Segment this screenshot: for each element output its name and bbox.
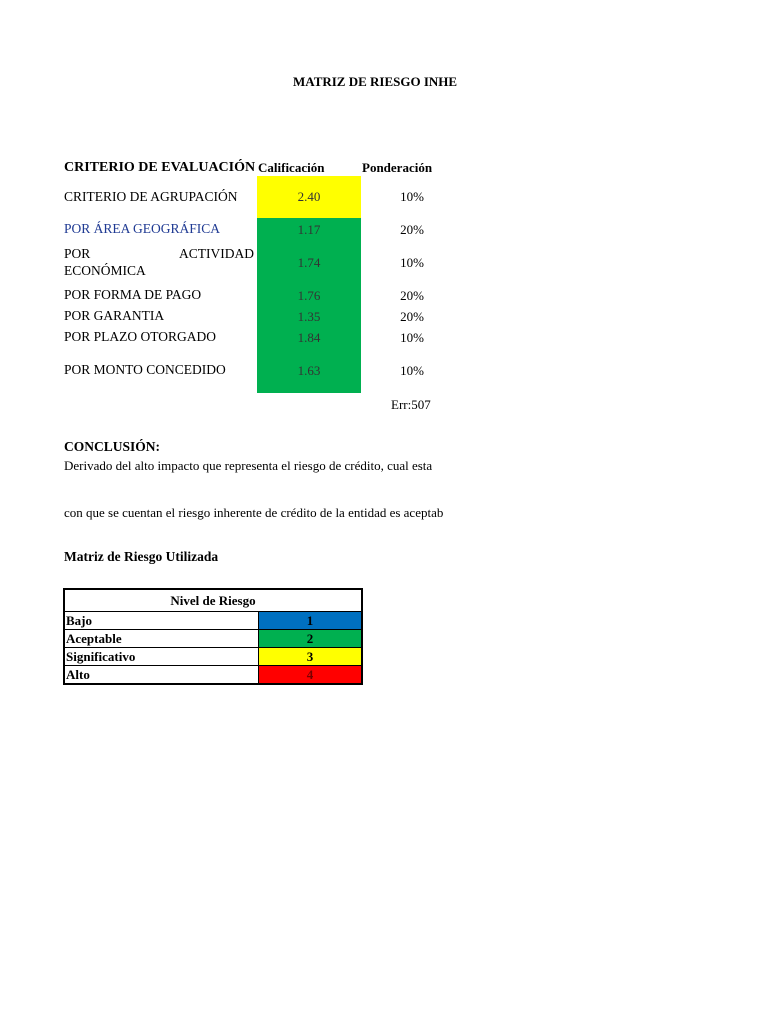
score-cell-agrupacion: 2.40 bbox=[257, 176, 361, 218]
level-value: 4 bbox=[259, 666, 363, 685]
conclusion-line-1: Derivado del alto impacto que representa el riesgo de crédito, cual esta bbox=[64, 458, 433, 473]
table-row bbox=[64, 666, 362, 685]
table-row bbox=[64, 648, 362, 666]
weight-cell-actividad: 10% bbox=[400, 255, 424, 270]
weight-cell-agrupacion: 10% bbox=[400, 189, 424, 204]
weight-cell-garantia: 20% bbox=[400, 309, 424, 324]
level-value: 1 bbox=[259, 612, 363, 630]
level-value: 2 bbox=[259, 630, 363, 648]
weight-cell-area-geografica: 20% bbox=[400, 222, 424, 237]
level-name: Bajo bbox=[64, 612, 259, 630]
row-label-plazo: POR PLAZO OTORGADO bbox=[64, 329, 217, 344]
level-name: Significativo bbox=[64, 648, 259, 666]
score-cell-forma-pago: 1.76 bbox=[257, 286, 361, 306]
row-label-agrupacion: CRITERIO DE AGRUPACIÓN bbox=[64, 189, 238, 204]
risk-level-table bbox=[63, 588, 363, 685]
score-cell-monto: 1.63 bbox=[257, 360, 361, 382]
weight-cell-plazo: 10% bbox=[400, 330, 424, 345]
row-label-actividad-line2: ECONÓMICA bbox=[64, 263, 146, 278]
table-row bbox=[64, 612, 362, 630]
score-cell-plazo: 1.84 bbox=[257, 328, 361, 348]
level-name: Alto bbox=[64, 666, 259, 685]
weight-cell-forma-pago: 20% bbox=[400, 288, 424, 303]
score-cell-area-geografica: 1.17 bbox=[257, 219, 361, 241]
page-title: MATRIZ DE RIESGO INHE bbox=[293, 74, 458, 89]
row-label-area-geografica: POR ÁREA GEOGRÁFICA bbox=[64, 221, 221, 236]
row-label-actividad-left: POR bbox=[64, 246, 91, 261]
table-header-row bbox=[64, 589, 362, 612]
score-cell-garantia: 1.35 bbox=[257, 307, 361, 327]
header-criterio: CRITERIO DE EVALUACIÓN bbox=[64, 160, 256, 175]
table-header: Nivel de Riesgo bbox=[64, 589, 362, 612]
conclusion-title: CONCLUSIÓN: bbox=[64, 439, 161, 454]
matriz-title: Matriz de Riesgo Utilizada bbox=[64, 549, 219, 564]
score-cell-actividad: 1.74 bbox=[257, 243, 361, 283]
table-row bbox=[64, 630, 362, 648]
row-label-monto: POR MONTO CONCEDIDO bbox=[64, 362, 226, 377]
row-label-garantia: POR GARANTIA bbox=[64, 308, 165, 323]
total-cell: Err:507 bbox=[391, 397, 431, 412]
row-label-actividad bbox=[64, 246, 254, 262]
weight-cell-monto: 10% bbox=[400, 363, 424, 378]
header-calificacion: Calificación bbox=[258, 160, 325, 175]
row-label-actividad-right: ACTIVIDAD bbox=[179, 246, 254, 261]
header-ponderacion: Ponderación bbox=[362, 160, 433, 175]
conclusion-line-2: con que se cuentan el riesgo inherente de crédito de la entidad es aceptab bbox=[64, 505, 444, 520]
level-value: 3 bbox=[259, 648, 363, 666]
level-name: Aceptable bbox=[64, 630, 259, 648]
row-label-forma-pago: POR FORMA DE PAGO bbox=[64, 287, 202, 302]
